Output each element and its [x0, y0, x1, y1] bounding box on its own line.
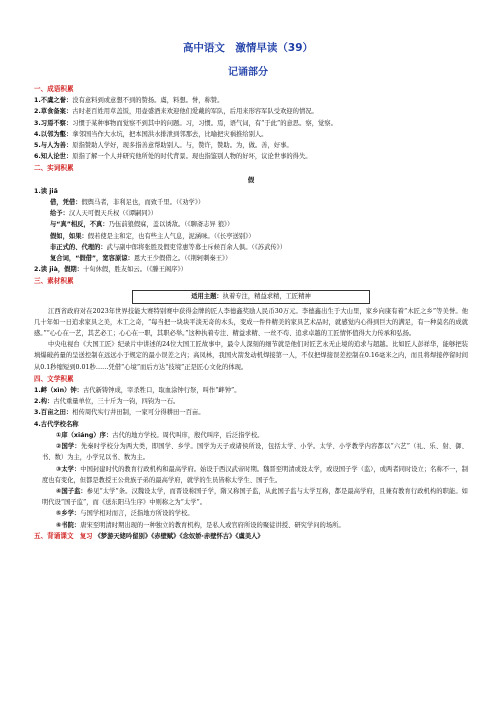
idiom-item	[34, 118, 468, 129]
school-item-text: 古代的地方学校。周代叫庠，殷代叫序，后泛指学校。	[112, 431, 264, 439]
word-meaning-item-term: 给予：	[50, 210, 69, 218]
section-heading-literature: 四、文学积累	[34, 374, 74, 383]
school-item-term: ⑤乡学：	[56, 510, 81, 518]
word-meaning-item-term: 与“真”相反，不真：	[50, 221, 109, 229]
word-meaning-item	[34, 219, 468, 230]
word-meaning-item	[34, 231, 468, 242]
literature-item	[34, 419, 468, 430]
literature-item-text: 古代重量单位，三十斤为一钧，四钧为一石。	[53, 398, 180, 406]
idiom-list	[34, 95, 468, 162]
school-item	[34, 430, 468, 441]
recite-line	[34, 531, 468, 542]
idiom-item-text: 拿邻国当作大水坑，把本国洪水排泄到邻那去，比喻把灾祸推给别人。	[72, 130, 268, 138]
idiom-item-text: 没有意料到或意想不到的赞扬。虞，料想。誉，称赞。	[72, 97, 224, 105]
school-item-text: 唐宋至明清时期出现的一种独立的教育机构，是私人或官府所设的聚徒讲授、研究学问的场所。	[80, 521, 345, 529]
idiom-item	[34, 95, 468, 106]
word-meaning-item-text: 汉人天可假天兵权（《谭嗣同》）	[68, 210, 158, 218]
section-heading-material: 三、素材积累	[34, 277, 74, 286]
word-headword: 假	[247, 176, 255, 184]
material-paragraph-1: 江西省政府对在2023年世界技能大赛特别赛中获得金牌的匠人李德鑫奖励人民币30万元。李德鑫出生于大山里，家乡向康有着“木匠之乡”等美誉。他几十年如一日追求家具之美，木工之奇，“每当把一块块平淡无奇的木头，变成一件件精美的家具艺术品时，就感觉内心得到巨大的满足，有一种莫名的成就感。”“心心在一艺，其艺必工；心心在一职，其职必举。”这种执着专注、精益求精、一丝不苟、追求卓越的工匠情怀值得大力传承和弘扬。	[34, 307, 468, 338]
word-meaning-item	[34, 253, 468, 264]
word-reading-1: 1.读 jiǎ	[34, 187, 58, 195]
word-reading-2-text: 十旬休假，胜友如云。（《滕王阁序》）	[83, 266, 187, 274]
idiom-item-term: 5.与人为善：	[34, 142, 73, 150]
literature-item-text: 古代新铸钟成，宰杀牲口，取血涂钟行祭，叫作“衅钟”。	[82, 387, 241, 395]
main-content	[34, 83, 468, 542]
idiom-item-text: 原指赞助人学好，现多指善意帮助别人。与，赞许，赞助。为，做。善，好事。	[72, 142, 293, 150]
word-meaning-item-text: 武与副中郎将张胜及假吏常惠等募士斥候百余人俱。（《苏武传》）	[106, 243, 287, 251]
school-item-term: ③太学：	[56, 465, 81, 473]
literature-item-term: 1.衅（xìn）钟：	[34, 387, 83, 395]
word-reading-2-label: 2.读 jià，假期：	[34, 266, 84, 274]
word-reading-2	[34, 264, 468, 275]
material-theme-text: 执着专注，精益求精，工匠精神	[222, 292, 311, 300]
recite-titles: 《梦游天姥吟留别》《赤壁赋》《念奴娇·赤壁怀古》《虞美人》	[94, 532, 264, 540]
school-list	[34, 430, 468, 531]
literature-item-term: 4.古代学校名称	[34, 420, 79, 428]
word-meaning-item	[34, 208, 468, 219]
school-item	[34, 486, 468, 508]
word-meaning-item-text: 乃伍前狼假寐，盖以诱敌。（《聊斋志异 狼》）	[108, 221, 234, 229]
idiom-item-term: 6.知人论世：	[34, 153, 73, 161]
school-item-term: ①庠（xiáng）序：	[56, 431, 113, 439]
word-meaning-item-term: 非正式的、代理的：	[50, 243, 107, 251]
word-meaning-item	[34, 242, 468, 253]
section-heading-idioms: 一、成语积累	[34, 85, 74, 93]
material-theme-box	[132, 290, 370, 304]
section-heading-words: 二、实词积累	[34, 164, 74, 173]
literature-list	[34, 385, 468, 430]
literature-item-term: 2.构：	[34, 398, 54, 406]
literature-item	[34, 396, 468, 407]
literature-item	[34, 407, 468, 418]
school-item	[34, 441, 468, 463]
school-item-text: 与国学相对而言，泛指地方所设的学校。	[80, 510, 194, 518]
idiom-item	[34, 151, 468, 162]
idiom-item-term: 4.以邻为壑：	[34, 130, 73, 138]
idiom-item	[34, 129, 468, 140]
section-heading-recite: 五、背诵课文	[34, 531, 74, 540]
word-meaning-item-term: 复合词，“假借”，宽容原谅：	[50, 255, 134, 263]
school-item-text: 参见“太学”条。汉魏设太学，而晋设称国子学，隋又称国子监，从此国子监与太学互称，都是最高学府，且兼有教育行政机构的职能。如明代设“国子监”，而《送东阳马生序》中则称之为“太学”。	[42, 487, 468, 507]
school-item-term: ②国学：	[56, 443, 81, 451]
literature-item-term: 3.百亩之田：	[34, 409, 73, 417]
word-meaning-item-text: 恩大王少假借之。（《荆轲刺秦王》）	[133, 255, 232, 263]
word-meanings-list	[34, 197, 468, 264]
word-meaning-item-text: 假舆马者，非利足也，而致千里。（《劝学》）	[81, 199, 205, 207]
idiom-item-text: 习惯于某种事物而觉察不到其中的问题。习，习惯。焉，语气词，有“于此”的意思。察，觉察。	[72, 119, 337, 127]
school-item	[34, 520, 468, 531]
school-item-term: ④国子监：	[56, 487, 87, 495]
material-paragraph-2: 中央电视台《大国工匠》纪录片中讲述的24位大国工匠故事中，最令人深刻的细节就是他们对匠艺永无止境的追求与超越。比如匠人彭祥华，能够把装填爆破药量的呈送控制在远远小于规定的最小误差之内；高凤林，我国火箭发动机焊接第一人，不仅把焊接误差控制在0.16毫米之内，而且将焊接停留时间从0.1秒缩短到0.01秒……凭借“心境”而后方达“技境”正是匠心文化的体现。	[34, 341, 468, 371]
material-theme-label: 适用主题：	[191, 292, 223, 300]
idiom-item-text: 原指了解一个人并研究他所处的时代背景。现也指鉴别人物的好坏，议论世事的得失。	[72, 153, 312, 161]
recite-label: 复习	[79, 532, 93, 540]
idiom-item-term: 3.习焉不察：	[34, 119, 73, 127]
word-meaning-item-term: 借，凭借：	[50, 199, 82, 207]
school-item	[34, 508, 468, 519]
idiom-item	[34, 106, 468, 117]
idiom-item-term: 2.草食备案：	[34, 108, 73, 116]
idiom-item	[34, 140, 468, 151]
school-item-term: ⑥书院：	[56, 521, 81, 529]
literature-item	[34, 385, 468, 396]
word-meaning-item-text: 假若使是主和定，也有些主人气息，泥涵味。（《长亭送别》）	[87, 232, 255, 240]
word-meaning-item	[34, 197, 468, 208]
school-item-text: 先秦时学校分为两大类，即国学、乡学。国学为天子或诸侯所设，包括太学、小学。太学、小学教学内容都以“六艺”（礼、乐、射、御、书、数）为主，小学兄以书、数为主。	[42, 443, 468, 462]
word-meaning-item-term: 假如，如果：	[50, 232, 88, 240]
page-subtitle: 记诵部分	[228, 67, 268, 78]
idiom-item-term: 1.不虞之誉：	[34, 97, 73, 105]
school-item	[34, 464, 468, 486]
literature-item-text: 相传周代实行井田制，一家可分得耕田一百亩。	[72, 409, 205, 417]
page-title: 高中语文 激情早读（39）	[182, 42, 314, 54]
school-item-text: 中国封建时代的教育行政机构和最高学府。始设于西汉武帝时期。魏晋至明清或设太学，或设国子学（监），或两者同时设立；名称不一，制度也有变化，但都是教授王公贵族子弟的最高学府，就学的生员皆称太学生、国子生。	[42, 465, 468, 484]
idiom-item-text: 古时老百姓用草盖饭，用壶盛酒来欢迎他们爱戴的军队，后用来形容军队受欢迎的情况。	[72, 108, 318, 116]
